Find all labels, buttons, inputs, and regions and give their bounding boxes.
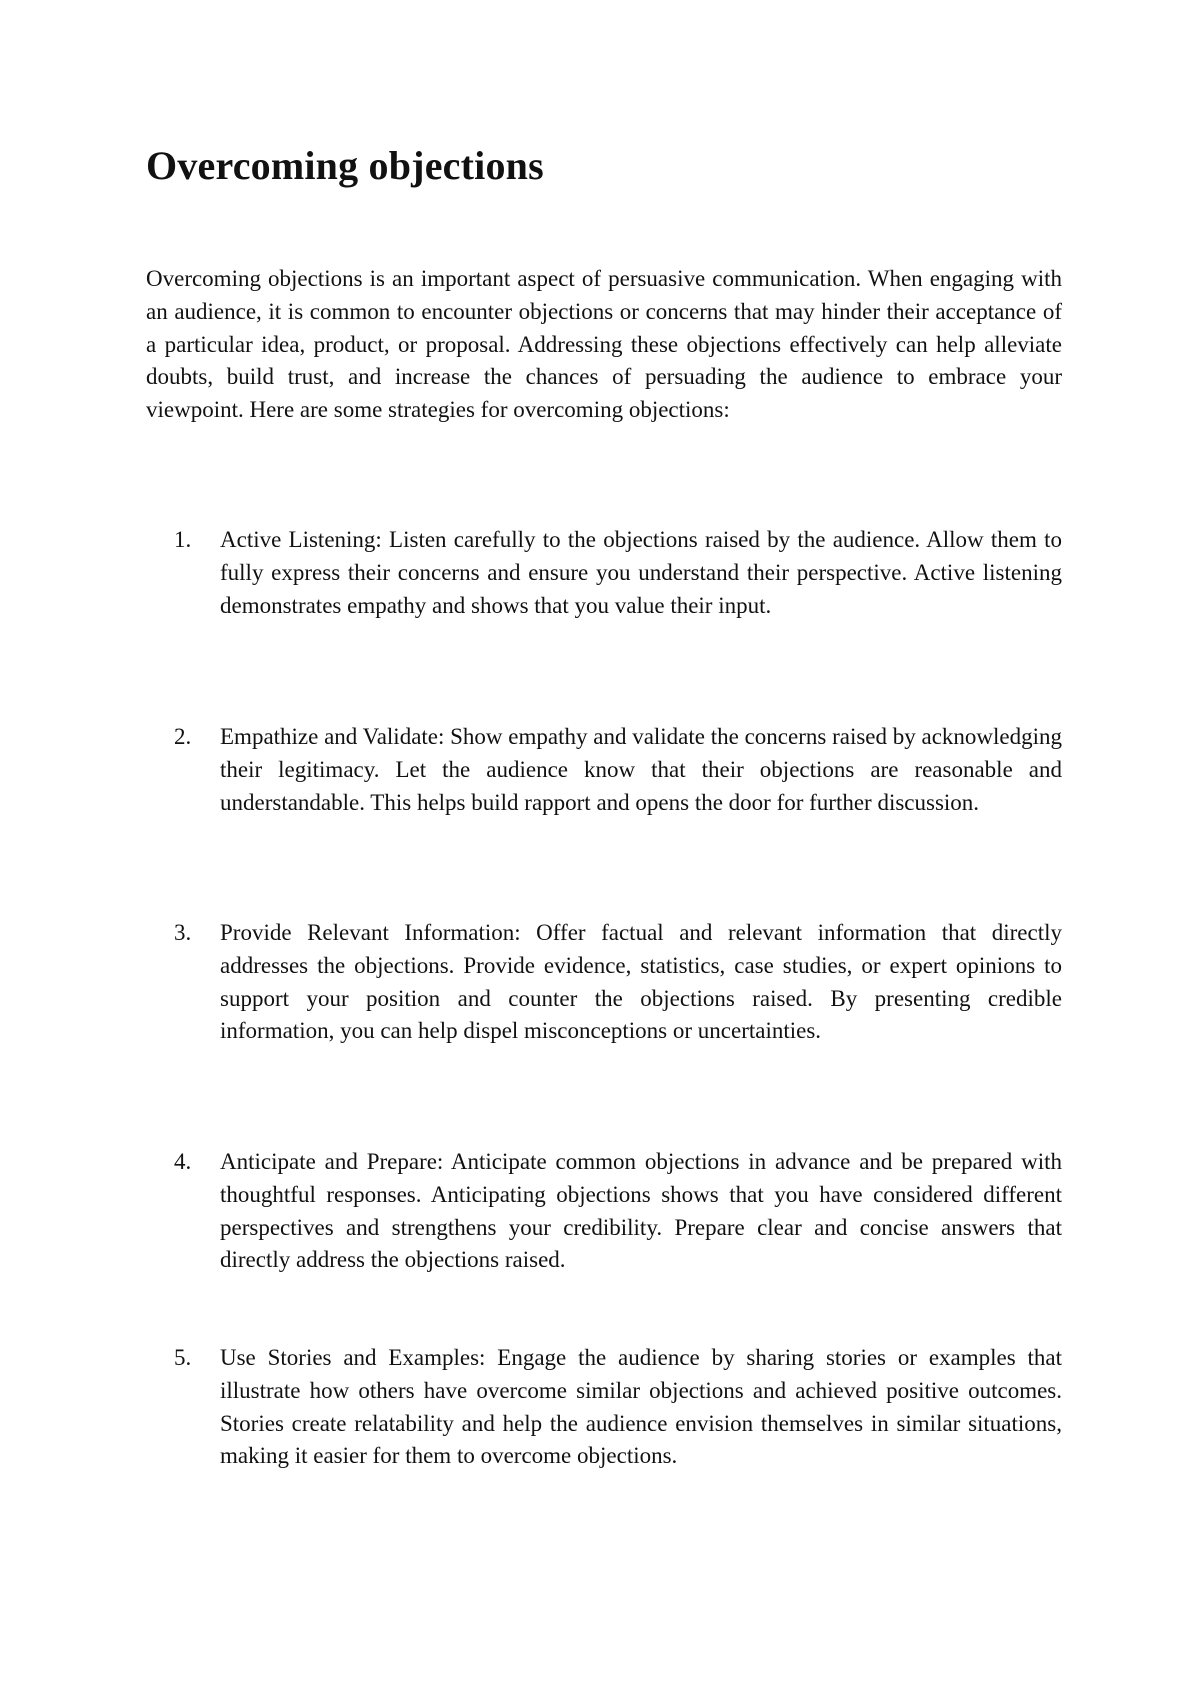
intro-paragraph: Overcoming objections is an important aspect of persuasive communication. When engaging with an audience, it is common to encounter objections or concerns that may hinder their acceptance of a particular idea, product, or proposal. Addressing these objections effectively can help alleviate doubts, build trust, and increase the chances of persuading the audience to embrace your viewpoint. Here are some strategies for overcoming objections: bbox=[146, 266, 1062, 423]
list-item-text: Empathize and Validate: Show empathy and validate the concerns raised by acknowledging their legitimacy. Let the audience know that their objections are reasonable and understandable. This helps build rapport and opens the door for further discussion. bbox=[220, 724, 1063, 815]
list-item-number: 2. bbox=[174, 724, 192, 749]
list-item-number: 3. bbox=[174, 920, 192, 945]
list-item-number: 5. bbox=[174, 1345, 192, 1370]
list-item bbox=[146, 524, 1062, 622]
list-item-number: 4. bbox=[174, 1149, 192, 1174]
list-item bbox=[146, 721, 1062, 819]
list-item bbox=[146, 1146, 1062, 1277]
page-title: Overcoming objections bbox=[146, 143, 544, 188]
list-item-text: Use Stories and Examples: Engage the audience by sharing stories or examples that illustrate how others have overcome similar objections and achieved positive outcomes. Stories create relatability and help the audience envision themselves in similar situations, making it easier for them to overcome objections. bbox=[220, 1345, 1062, 1469]
list-item-text: Provide Relevant Information: Offer factual and relevant information that directly addresses the objections. Provide evidence, statistics, case studies, or expert opinions to support your position and counter the objections raised. By presenting credible information, you can help dispel misconceptions or uncertainties. bbox=[220, 920, 1062, 1044]
list-item-text: Anticipate and Prepare: Anticipate common objections in advance and be prepared with thoughtful responses. Anticipating objections shows that you have considered different perspectives and strengthens your credibility. Prepare clear and concise answers that directly address the objections raised. bbox=[220, 1149, 1062, 1273]
list-item-number: 1. bbox=[174, 527, 192, 552]
list-item bbox=[146, 917, 1062, 1048]
list-item bbox=[146, 1342, 1062, 1473]
list-item-text: Active Listening: Listen carefully to the objections raised by the audience. Allow them to fully express their concerns and ensure you understand their perspective. Active listening demonstrates empathy and shows that you value their input. bbox=[220, 527, 1062, 618]
